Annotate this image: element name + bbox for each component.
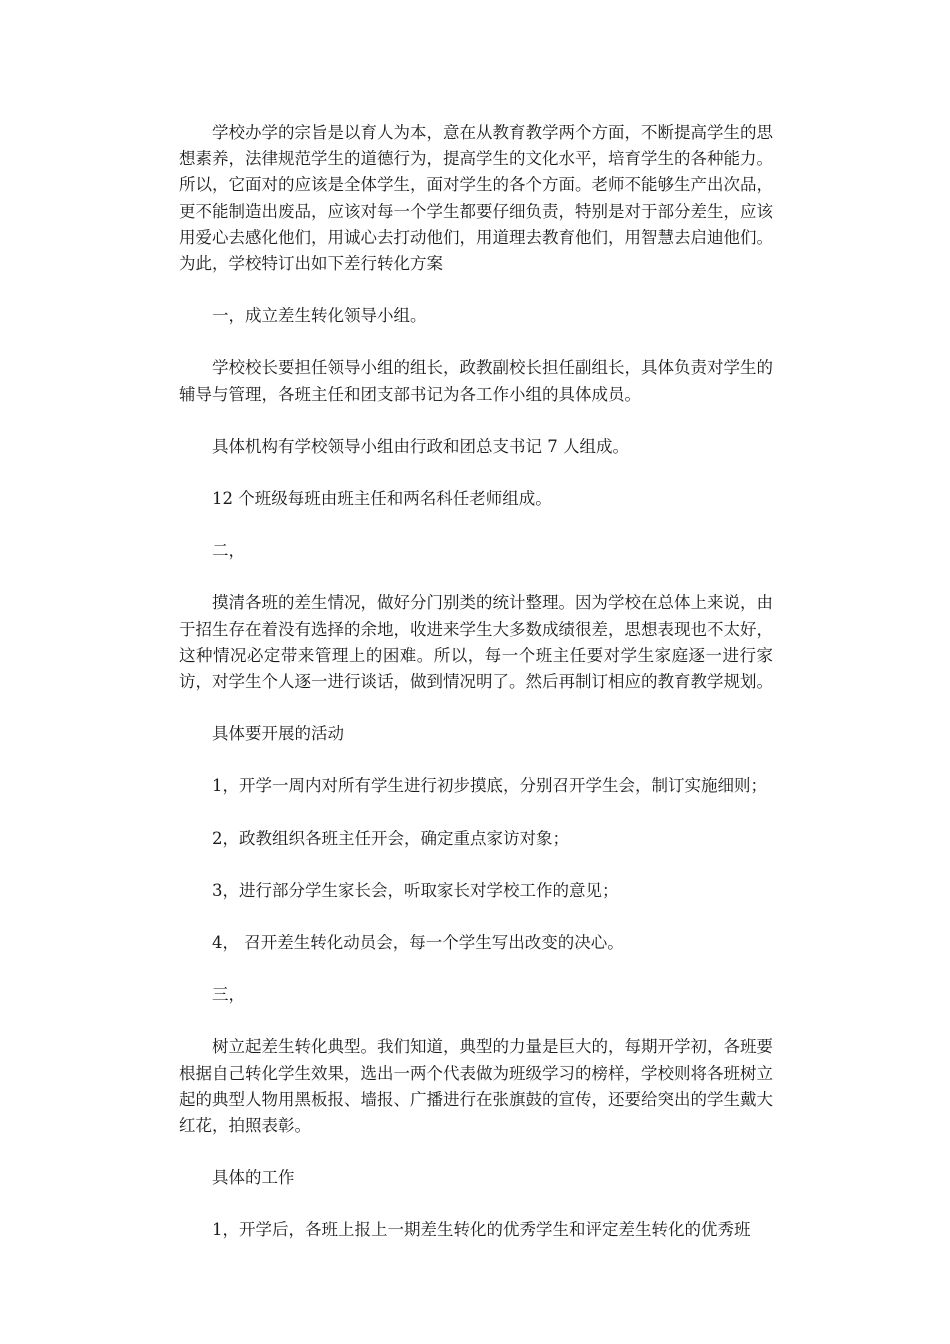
work-heading: 具体的工作 [212,1168,295,1188]
activity-item-4: 4， 召开差生转化动员会，每一个学生写出改变的决心。 [212,933,624,953]
activity-item-2: 2，政教组织各班主任开会，确定重点家访对象； [212,828,569,848]
section-heading-2: 二， [212,541,245,561]
activities-heading: 具体要开展的活动 [212,724,344,744]
intro-paragraph: 学校办学的宗旨是以育人为本，意在从教育教学两个方面，不断提高学生的思想素养，法律规范学生的道德行为，提高学生的文化水平，培育学生的各种能力。所以，它面对的应该是全体学生，面对学生的各个方面。老师不能够生产出次品，更不能制造出废品，应该对每一个学生都要仔细负责，特别是对于部分差生，应该用爱心去感化他们，用诚心去打动他们，用道理去教育他们，用智慧去启迪他们。为此，学校特订出如下差行转化方案 [179,123,773,274]
paragraph-survey: 摸清各班的差生情况，做好分门别类的统计整理。因为学校在总体上来说，由于招生存在着没有选择的余地，收进来学生大多数成绩很差，思想表现也不太好，这种情况必定带来管理上的困难。所以，每一个班主任要对学生家庭逐一进行家访，对学生个人逐一进行谈话，做到情况明了。然后再制订相应的教育教学规划。 [179,593,773,692]
activity-item-3: 3，进行部分学生家长会，听取家长对学校工作的意见； [212,880,619,900]
paragraph-organization: 具体机构有学校领导小组由行政和团总支书记 7 人组成。 [212,436,629,456]
document-body [179,120,773,1270]
work-item-1: 1，开学后，各班上报上一期差生转化的优秀学生和评定差生转化的优秀班 [212,1220,751,1240]
paragraph-role-models: 树立起差生转化典型。我们知道，典型的力量是巨大的，每期开学初，各班要根据自己转化学生效果，选出一两个代表做为班级学习的榜样，学校则将各班树立起的典型人物用黑板报、墙报、广播进行在张旗鼓的宣传，还要给突出的学生戴大红花，拍照表彰。 [179,1037,773,1136]
paragraph-leadership: 学校校长要担任领导小组的组长，政教副校长担任副组长，具体负责对学生的辅导与管理，各班主任和团支部书记为各工作小组的具体成员。 [179,358,773,404]
section-heading-1: 一，成立差生转化领导小组。 [212,306,427,326]
section-heading-3: 三， [212,985,245,1005]
paragraph-classes: 12 个班级每班由班主任和两名科任老师组成。 [212,489,552,509]
activity-item-1: 1，开学一周内对所有学生进行初步摸底，分别召开学生会，制订实施细则； [212,776,767,796]
